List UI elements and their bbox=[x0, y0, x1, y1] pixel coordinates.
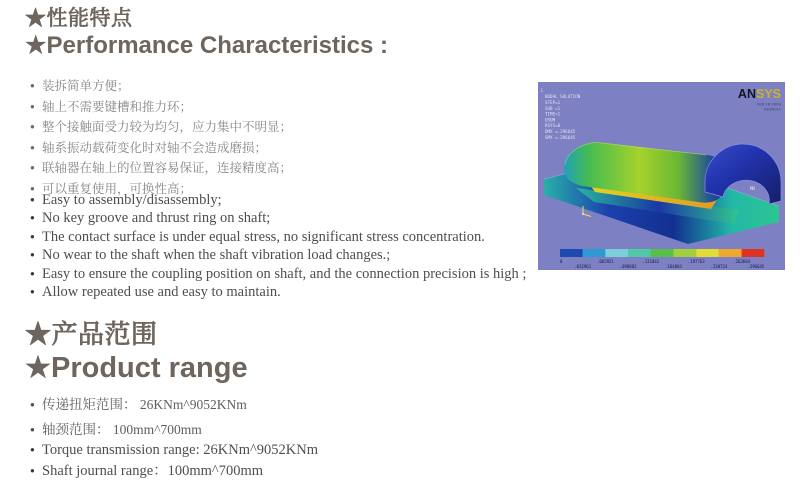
colorbar-tick: .098882 bbox=[620, 264, 637, 269]
list-item bbox=[30, 77, 292, 98]
list-item bbox=[30, 462, 318, 482]
info-line: SMX =.296645 bbox=[545, 135, 576, 140]
colorbar-segment bbox=[651, 249, 674, 257]
colorbar-tick: .296645 bbox=[747, 264, 764, 269]
bullet-icon: ● bbox=[30, 394, 42, 417]
min-node-marker: MN bbox=[750, 186, 755, 191]
list-item-text: 轴系振动载荷变化时对轴不会造成磨损； bbox=[42, 139, 267, 158]
bullet-icon: ● bbox=[30, 228, 42, 245]
list-item bbox=[30, 210, 526, 228]
colorbar-tick: .032961 bbox=[574, 264, 591, 269]
colorbar-segment bbox=[605, 249, 628, 257]
ansys-logo-gold-part: SYS bbox=[756, 87, 781, 101]
info-line: SUB =1 bbox=[545, 106, 561, 111]
colorbar-segment bbox=[560, 249, 583, 257]
list-item bbox=[30, 118, 292, 139]
colorbar-segment bbox=[583, 249, 606, 257]
bullet-icon: ● bbox=[30, 462, 42, 481]
ansys-logo-dark-part: AN bbox=[738, 87, 756, 101]
colorbar-segment bbox=[696, 249, 719, 257]
plot-time: 09:08:41 bbox=[764, 107, 782, 112]
list-item bbox=[30, 441, 318, 462]
window-number-label: 1 bbox=[541, 88, 544, 93]
colorbar-segment bbox=[742, 249, 765, 257]
list-item bbox=[30, 98, 292, 119]
list-item-text: 装拆简单方便； bbox=[42, 77, 130, 96]
bullet-icon: ● bbox=[30, 191, 42, 208]
colorbar-tick: .164803 bbox=[665, 264, 682, 269]
list-item-text: 整个接触面受力较为均匀，应力集中不明显； bbox=[42, 118, 292, 137]
range-section-heading bbox=[25, 318, 248, 386]
list-item bbox=[30, 159, 292, 180]
list-item bbox=[30, 139, 292, 160]
info-line: NODAL SOLUTION bbox=[545, 94, 581, 99]
fea-plot bbox=[538, 82, 785, 270]
bullet-icon: ● bbox=[30, 209, 42, 226]
plot-date: FEB 16 2009 bbox=[757, 102, 782, 107]
list-item-text: 传递扭矩范围： 26KNm^9052KNm bbox=[42, 394, 247, 417]
bullet-icon: ● bbox=[30, 283, 42, 300]
colorbar-tick: .263684 bbox=[733, 259, 750, 264]
list-item-text: 联轴器在轴上的位置容易保证，连接精度高； bbox=[42, 159, 292, 178]
info-line: RSYS=0 bbox=[545, 123, 561, 128]
bullet-icon: ● bbox=[30, 159, 42, 178]
info-line: DMX =.296645 bbox=[545, 129, 576, 134]
list-item-text: Easy to ensure the coupling position on shaft, and the connection precision is high ; bbox=[42, 266, 526, 283]
svg-text:ANSYS bbox=[738, 87, 781, 101]
colorbar-tick: .131842 bbox=[642, 259, 659, 264]
bullet-icon: ● bbox=[30, 441, 42, 460]
list-item bbox=[30, 266, 526, 284]
list-item-text: 轴上不需要键槽和推力环； bbox=[42, 98, 192, 117]
bullet-icon: ● bbox=[30, 246, 42, 263]
list-item bbox=[30, 247, 526, 265]
bullet-icon: ● bbox=[30, 139, 42, 158]
bullet-icon: ● bbox=[30, 77, 42, 96]
list-item-text: No wear to the shaft when the shaft vibration load changes.; bbox=[42, 247, 390, 264]
list-item-text: Shaft journal range：100mm^700mm bbox=[42, 462, 263, 481]
list-item-text: No key groove and thrust ring on shaft; bbox=[42, 210, 270, 227]
info-line: STEP=1 bbox=[545, 100, 561, 105]
list-item bbox=[30, 192, 526, 210]
performance-title-cn: ★性能特点 bbox=[25, 5, 388, 32]
ansys-simulation-image bbox=[538, 82, 785, 270]
range-title-en: ★Product range bbox=[25, 351, 248, 386]
performance-section-heading bbox=[25, 5, 388, 60]
colorbar-segment bbox=[628, 249, 651, 257]
colorbar-segment bbox=[674, 249, 697, 257]
colorbar-tick: .197763 bbox=[688, 259, 705, 264]
bullet-icon: ● bbox=[30, 265, 42, 282]
list-item-text: 轴颈范围： 100mm^700mm bbox=[42, 419, 202, 442]
info-line: USUM bbox=[545, 117, 556, 122]
list-item-text: Torque transmission range: 26KNm^9052KNm bbox=[42, 441, 318, 460]
list-item-text: 可以重复使用，可换性高； bbox=[42, 180, 192, 199]
bullet-icon: ● bbox=[30, 98, 42, 117]
range-bullets-english bbox=[30, 441, 318, 482]
list-item-text: Allow repeated use and easy to maintain. bbox=[42, 284, 281, 301]
list-item-text: The contact surface is under equal stress, no significant stress concentration. bbox=[42, 229, 485, 246]
colorbar-tick: 0 bbox=[560, 259, 563, 264]
list-item bbox=[30, 394, 247, 419]
performance-title-en: ★Performance Characteristics : bbox=[25, 32, 388, 60]
range-title-cn: ★产品范围 bbox=[25, 318, 248, 351]
bullet-icon: ● bbox=[30, 118, 42, 137]
list-item bbox=[30, 229, 526, 247]
info-line: TIME=1 bbox=[545, 112, 561, 117]
performance-bullets-english bbox=[30, 192, 526, 302]
performance-bullets-chinese bbox=[30, 77, 292, 201]
range-bullets-chinese bbox=[30, 394, 247, 443]
bullet-icon: ● bbox=[30, 419, 42, 442]
colorbar-tick: .230724 bbox=[710, 264, 727, 269]
list-item bbox=[30, 419, 247, 444]
list-item bbox=[30, 284, 526, 302]
colorbar-tick: .065921 bbox=[597, 259, 614, 264]
bullet-icon: ● bbox=[30, 180, 42, 199]
colorbar-segment bbox=[719, 249, 742, 257]
list-item-text: Easy to assembly/disassembly; bbox=[42, 192, 222, 209]
